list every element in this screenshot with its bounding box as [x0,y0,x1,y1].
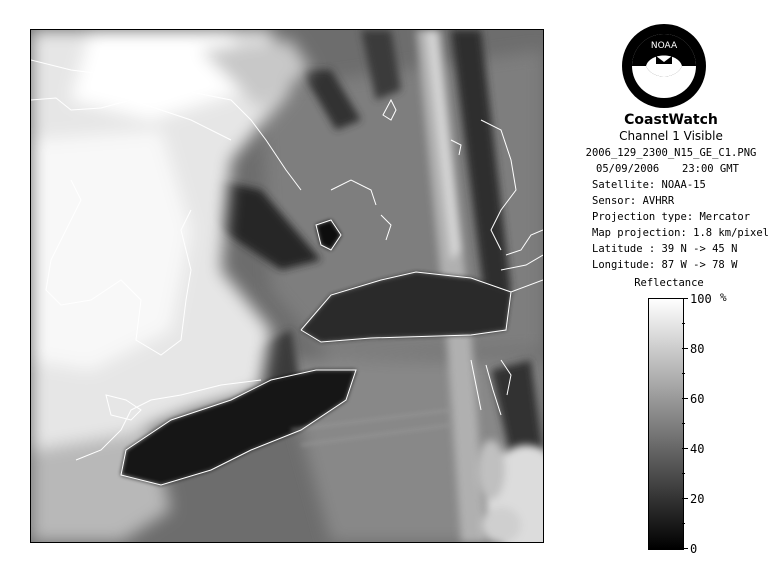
colorbar-tick-label: 100 [690,292,712,306]
logo-text: NOAA [650,41,678,51]
colorbar-minor-tick [682,473,685,474]
colorbar-tick [682,498,688,499]
map-projection-label: Map projection: 1.8 km/pixel [592,227,770,239]
time-label: 23:00 GMT [682,163,739,175]
colorbar-tick-label: 20 [690,492,705,506]
colorbar-minor-tick [682,523,685,524]
channel-label: Channel 1 Visible [619,129,723,143]
colorbar-minor-tick [682,373,685,374]
latitude-label: Latitude : 39 N -> 45 N [592,243,738,255]
sensor-label: Sensor: AVHRR [592,195,675,207]
colorbar-minor-tick [682,423,685,424]
cloud-cluster [477,440,543,542]
colorbar-tick-label: 0 [690,542,698,556]
colorbar-unit: % [720,291,727,304]
colorbar-tick-label: 60 [690,392,705,406]
satellite-image [30,29,544,543]
satellite-label: Satellite: NOAA-15 [592,179,706,191]
filename-label: 2006_129_2300_N15_GE_C1.PNG [585,147,757,159]
colorbar-tick-label: 80 [690,342,705,356]
date-label: 05/09/2006 [596,163,660,175]
colorbar-tick [682,348,688,349]
colorbar-tick [682,298,688,299]
colorbar-tick [682,398,688,399]
colorbar-minor-tick [682,323,685,324]
colorbar-tick [682,548,688,549]
satellite-image-graphic [31,30,543,542]
colorbar-tick [682,448,688,449]
longitude-label: Longitude: 87 W -> 78 W [592,259,738,271]
product-title: CoastWatch [624,112,718,128]
noaa-logo-icon [620,22,708,110]
colorbar-title: Reflectance [634,277,704,289]
info-panel [560,0,782,572]
colorbar [648,298,684,550]
projection-type-label: Projection type: Mercator [592,211,751,223]
colorbar-tick-label: 40 [690,442,705,456]
